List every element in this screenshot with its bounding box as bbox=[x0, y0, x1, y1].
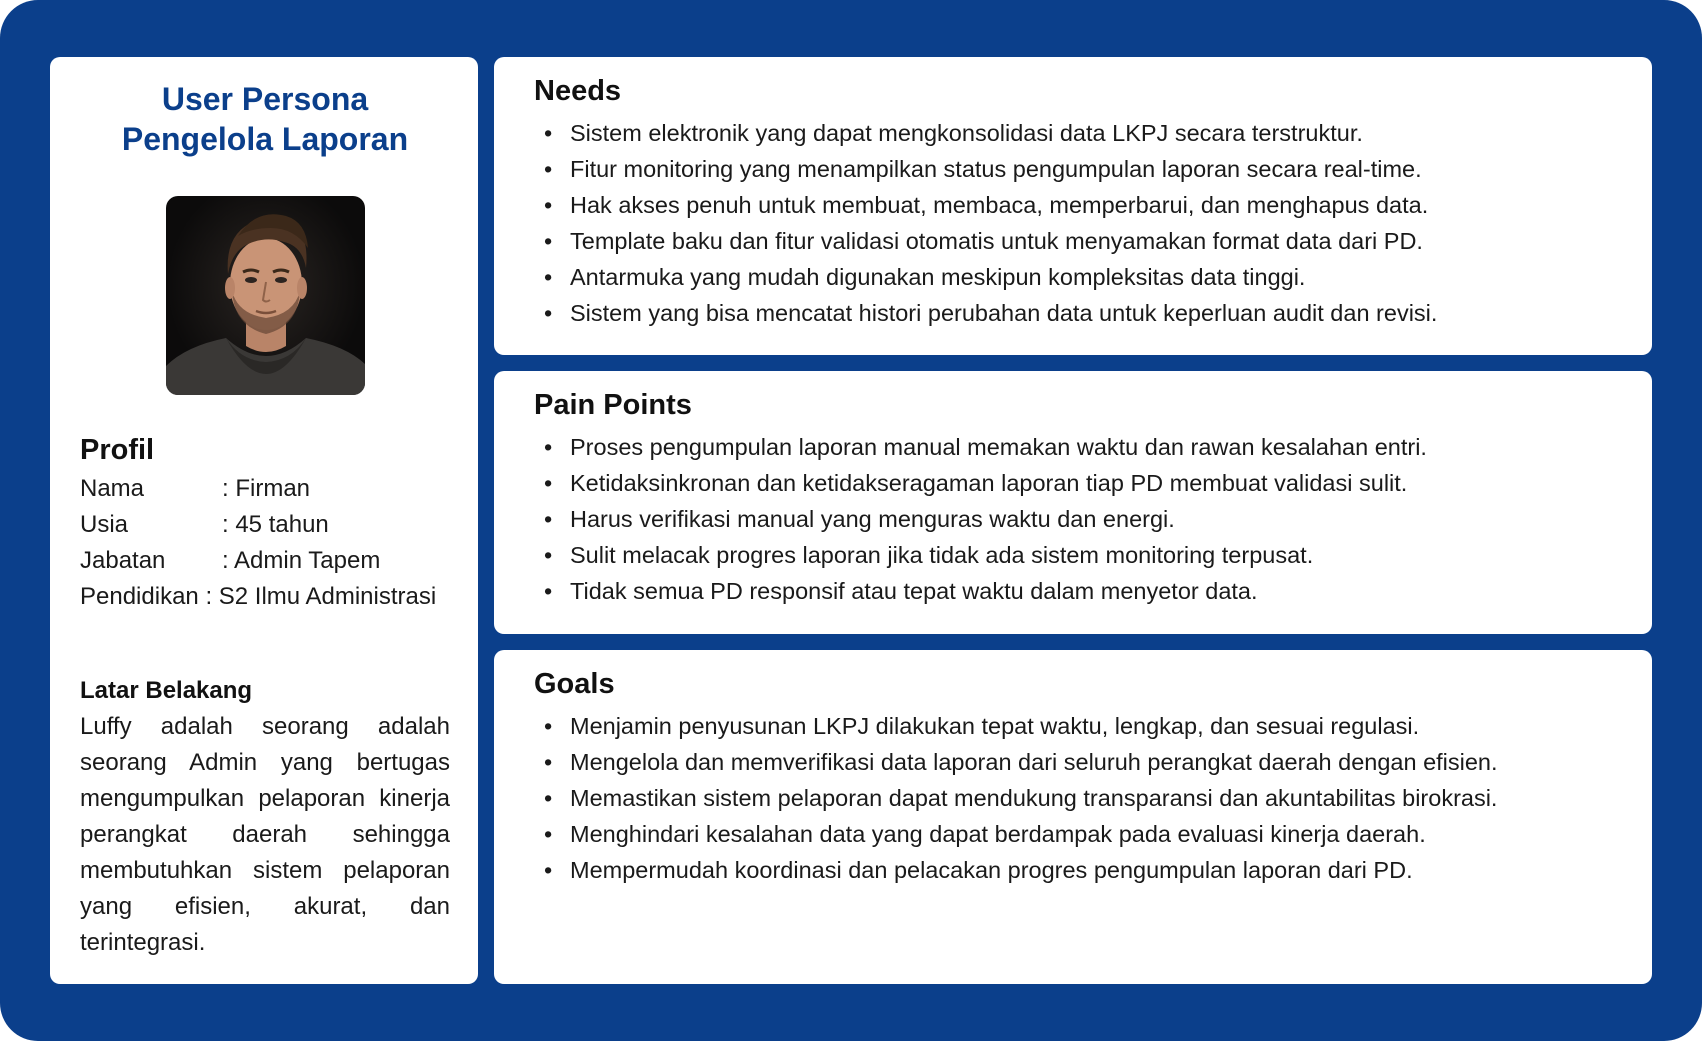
man-portrait-photo-icon bbox=[166, 196, 365, 395]
list-item: • Ketidaksinkronan dan ketidakseragaman laporan tiap PD membuat validasi sulit. bbox=[534, 465, 1612, 501]
list-item: • Proses pengumpulan laporan manual memakan waktu dan rawan kesalahan entri. bbox=[534, 429, 1612, 465]
persona-title bbox=[80, 79, 450, 159]
profil-value: : Admin Tapem bbox=[222, 547, 381, 574]
latar-belakang-text: Luffy adalah seorang adalah seorang Admin yang bertugas mengumpulkan pelaporan kinerja perangkat daerah sehingga membutuhkan sistem pelaporan yang efisien, akurat, dan terintegrasi. bbox=[80, 713, 450, 956]
profil-row-jabatan bbox=[80, 543, 450, 579]
profil-list bbox=[80, 471, 450, 615]
goals-card bbox=[494, 650, 1652, 984]
list-item: • Sistem yang bisa mencatat histori perubahan data untuk keperluan audit dan revisi. bbox=[534, 295, 1612, 331]
avatar bbox=[166, 196, 365, 395]
profile-card bbox=[50, 57, 478, 984]
list-item: • Menjamin penyusunan LKPJ dilakukan tepat waktu, lengkap, dan sesuai regulasi. bbox=[534, 708, 1612, 744]
pain-points-list bbox=[534, 429, 1612, 609]
profil-row-nama bbox=[80, 471, 450, 507]
needs-card bbox=[494, 57, 1652, 355]
pain-points-card bbox=[494, 371, 1652, 634]
list-item: • Fitur monitoring yang menampilkan status pengumpulan laporan secara real-time. bbox=[534, 151, 1612, 187]
list-item: • Sistem elektronik yang dapat mengkonsolidasi data LKPJ secara terstruktur. bbox=[534, 115, 1612, 151]
pain-points-heading: Pain Points bbox=[534, 389, 692, 421]
list-item: • Harus verifikasi manual yang menguras waktu dan energi. bbox=[534, 501, 1612, 537]
list-item: • Sulit melacak progres laporan jika tidak ada sistem monitoring terpusat. bbox=[534, 537, 1612, 573]
profil-label: Usia bbox=[80, 511, 129, 538]
list-item: • Hak akses penuh untuk membuat, membaca, memperbarui, dan menghapus data. bbox=[534, 187, 1612, 223]
goals-heading: Goals bbox=[534, 668, 615, 700]
goals-list bbox=[534, 708, 1612, 888]
profil-label: Pendidikan bbox=[80, 583, 199, 610]
list-item: • Menghindari kesalahan data yang dapat berdampak pada evaluasi kinerja daerah. bbox=[534, 816, 1612, 852]
needs-list bbox=[534, 115, 1612, 331]
latar-belakang-heading: Latar Belakang bbox=[80, 677, 253, 704]
list-item: • Mengelola dan memverifikasi data laporan dari seluruh perangkat daerah dengan efisien. bbox=[534, 744, 1612, 780]
profil-row-usia bbox=[80, 507, 450, 543]
list-item: • Antarmuka yang mudah digunakan meskipun kompleksitas data tinggi. bbox=[534, 259, 1612, 295]
profil-value: : S2 Ilmu Administrasi bbox=[205, 583, 437, 610]
list-item: • Template baku dan fitur validasi otomatis untuk menyamakan format data dari PD. bbox=[534, 223, 1612, 259]
list-item: • Mempermudah koordinasi dan pelacakan progres pengumpulan laporan dari PD. bbox=[534, 852, 1612, 888]
list-item: • Memastikan sistem pelaporan dapat mendukung transparansi dan akuntabilitas birokrasi. bbox=[534, 780, 1612, 816]
profil-label: Jabatan bbox=[80, 547, 166, 574]
profil-label: Nama bbox=[80, 475, 145, 502]
profil-value: : Firman bbox=[222, 475, 311, 502]
profil-value: : 45 tahun bbox=[222, 511, 329, 538]
persona-title-line2: Pengelola Laporan bbox=[121, 121, 409, 157]
persona-title-line1: User Persona bbox=[161, 81, 369, 117]
profil-heading: Profil bbox=[80, 434, 155, 466]
profil-row-pendidikan bbox=[80, 579, 450, 615]
list-item: • Tidak semua PD responsif atau tepat waktu dalam menyetor data. bbox=[534, 573, 1612, 609]
needs-heading: Needs bbox=[534, 75, 622, 107]
